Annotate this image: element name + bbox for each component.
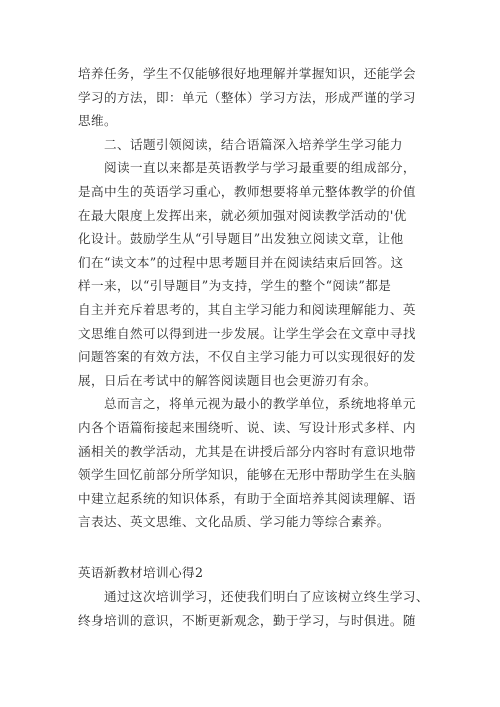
paragraph-line: 问题答案的有效方法，不仅自主学习能力可以实现很好的发 — [78, 349, 416, 365]
section-heading: 二、话题引领阅读，结合语篇深入培养学生学习能力 — [78, 136, 403, 152]
paragraph-line: 终身培训的意识，不断更新观念，勤于学习，与时俱进。随 — [78, 612, 416, 628]
paragraph-line: 样一来，以“引导题目”为支持，学生的整个“阅读”都是 — [78, 278, 392, 294]
paragraph-line: 阅读一直以来都是英语教学与学习最重要的组成部分， — [78, 160, 416, 176]
paragraph-line: 总而言之，将单元视为最小的教学单位，系统地将单元 — [78, 396, 416, 412]
paragraph-line: 言表达、英文思维、文化品质、学习能力等综合素养。 — [78, 514, 390, 530]
paragraph-line: 化设计。鼓励学生从“引导题目”出发独立阅读文章，让他 — [78, 231, 404, 247]
blank-line — [78, 534, 428, 558]
paragraph-line: 中建立起系统的知识体系，有助于全面培养其阅读理解、语 — [78, 490, 416, 506]
paragraph-line: 是高中生的英语学习重心，教师想要将单元整体教学的价值 — [78, 183, 416, 199]
paragraph-line: 涵相关的教学活动，尤其是在讲授后部分内容时有意识地带 — [78, 443, 416, 459]
paragraph-line: 通过这次培训学习，还使我们明白了应该树立终生学习、 — [78, 589, 429, 605]
paragraph-line: 思维。 — [78, 113, 117, 129]
article-title: 英语新教材培训心得2 — [78, 565, 204, 581]
paragraph-line: 领学生回忆前部分所学知识，能够在无形中帮助学生在头脑 — [78, 467, 416, 483]
paragraph-line: 在最大限度上发挥出来，就必须加强对阅读教学活动的'优 — [78, 207, 407, 223]
paragraph-line: 学习的方法，即：单元（整体）学习方法，形成严谨的学习 — [78, 89, 416, 105]
document-page — [78, 62, 428, 632]
paragraph-line: 们在“读文本”的过程中思考题目并在阅读结束后回答。这 — [78, 254, 404, 270]
paragraph-line: 展，日后在考试中的解答阅读题目也会更游刃有余。 — [78, 372, 377, 388]
paragraph-line: 自主并充斥着思考的，其自主学习能力和阅读理解能力、英 — [78, 301, 416, 317]
paragraph-line: 内各个语篇衔接起来围绕听、说、读、写设计形式多样、内 — [78, 419, 416, 435]
paragraph-line: 培养任务，学生不仅能够很好地理解并掌握知识，还能学会 — [78, 66, 416, 81]
paragraph-line: 文思维自然可以得到进一步发展。让学生学会在文章中寻找 — [78, 325, 416, 341]
